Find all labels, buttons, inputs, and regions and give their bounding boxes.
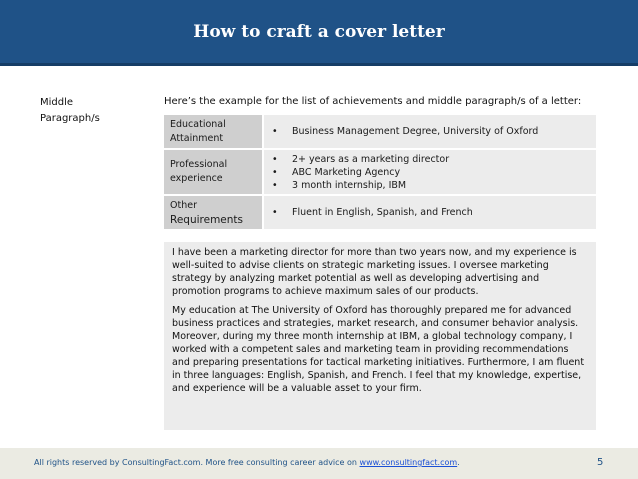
letter-paragraph: My education at The University of Oxford has thoroughly prepared me for advanced business practices and strategies, market research, and consumer behavior analysis. Moreover, during my three month internship at IBM, a global technology company, I worked with a competent sales and marketing team in providing recommendations and preparing presentations for tactical marketing initiatives. Furthermore, I am fluent in three languages: English, Spanish, and French. I feel that my knowledge, expertise, and experience will be a valuable asset to your firm.: [172, 305, 585, 394]
achievements-table: [164, 115, 596, 231]
bullet-icon: •: [272, 207, 278, 218]
list-item: [272, 179, 588, 192]
row-value: [262, 150, 596, 194]
intro-text: Here’s the example for the list of achievements and middle paragraph/s of a letter:: [164, 96, 582, 107]
list-item: [272, 153, 588, 166]
slide-title: How to craft a cover letter: [193, 22, 445, 42]
list-item: [272, 206, 588, 219]
table-row: [164, 115, 596, 150]
bullet-icon: •: [272, 153, 278, 165]
section-label-line2: Paragraph/s: [40, 113, 100, 124]
section-label: [40, 95, 150, 127]
footer-link[interactable]: www.consultingfact.com: [359, 458, 458, 467]
list-item-text: ABC Marketing Agency: [292, 166, 401, 178]
row-label-line1: Professional: [170, 159, 228, 170]
list-item-text: Fluent in English, Spanish, and French: [292, 207, 473, 218]
row-value: [262, 115, 596, 148]
list-item-text: Business Management Degree, University of Oxford: [292, 126, 539, 137]
table-row: [164, 150, 596, 196]
row-label-line2: Attainment: [170, 132, 224, 144]
bullet-icon: •: [272, 179, 278, 191]
letter-example-box: [164, 242, 596, 430]
page-number: 5: [597, 457, 604, 468]
footer-text-before: All rights reserved by ConsultingFact.com. More free consulting career advice on: [34, 458, 360, 467]
footer-text-after: .: [457, 458, 460, 467]
bullet-icon: •: [272, 166, 278, 178]
list-item-text: 3 month internship, IBM: [292, 179, 407, 191]
list-item: [272, 125, 588, 138]
letter-paragraph: I have been a marketing director for more than two years now, and my experience is well-suited to advise clients on strategic marketing issues. I oversee marketing strategy by analyzing market potential as well as developing advertising and promotion programs to achieve maximum sales of our products.: [172, 247, 577, 297]
row-label-line2: experience: [170, 173, 223, 184]
row-label: [164, 150, 262, 194]
table-row: [164, 196, 596, 231]
footer-text: [34, 458, 460, 467]
row-label-line1: Educational: [170, 118, 226, 130]
row-value: [262, 196, 596, 229]
bullet-icon: •: [272, 126, 278, 137]
list-item: [272, 166, 588, 179]
row-label-line1: Other: [170, 199, 197, 211]
slide-header: [0, 0, 638, 66]
footer: [0, 448, 638, 479]
section-label-line1: Middle: [40, 97, 74, 108]
row-label: [164, 196, 262, 229]
row-label: [164, 115, 262, 148]
list-item-text: 2+ years as a marketing director: [292, 153, 450, 165]
row-label-line2: Requirements: [170, 213, 243, 226]
